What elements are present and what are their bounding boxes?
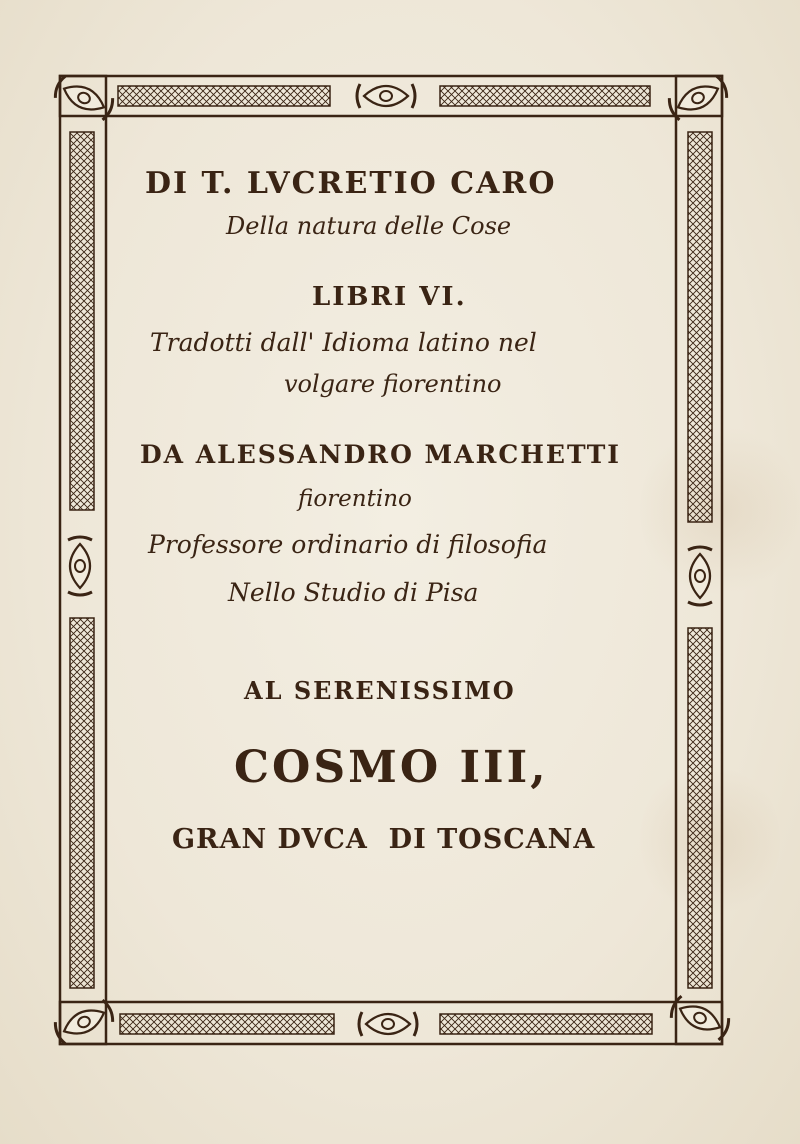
dedicatee-title: GRAN DVCA DI TOSCANA (172, 824, 596, 855)
author-line: DI T. LVCRETIO CARO (145, 166, 557, 201)
dedicatee-line: COSMO III, (234, 742, 549, 793)
subject-line: Della natura delle Cose (226, 212, 512, 240)
translated-line-2: volgare fiorentino (284, 370, 502, 398)
professor-line-1: Professore ordinario di filosofia (148, 530, 548, 559)
translator-origin: fiorentino (298, 486, 412, 512)
dedication-line: AL SERENISSIMO (244, 676, 516, 705)
translator-line: DA ALESSANDRO MARCHETTI (140, 440, 621, 469)
books-line: LIBRI VI. (312, 282, 467, 312)
professor-line-2: Nello Studio di Pisa (228, 578, 479, 607)
translated-line-1: Tradotti dall' Idioma latino nel (150, 328, 537, 357)
